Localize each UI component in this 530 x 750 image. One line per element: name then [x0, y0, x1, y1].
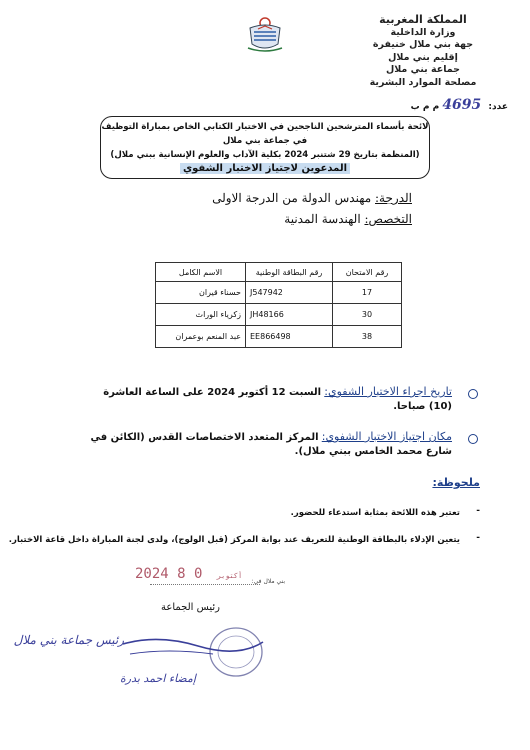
column-header: الاسم الكامل — [156, 263, 246, 282]
specialty-label: التخصص: — [364, 212, 412, 226]
dash-bullet-icon: - — [476, 506, 480, 516]
ref-label: عدد: — [488, 102, 508, 112]
exam-number-cell: 30 — [333, 304, 402, 326]
name-cell: زكرياء الوراث — [156, 304, 246, 326]
name-cell: حسناء قيران — [156, 282, 246, 304]
dotted-line — [150, 584, 260, 585]
title-line-3: المدعوين لاجتياز الاختبار الشفوي — [180, 163, 350, 174]
exam-date-value: السبت 12 أكتوبر 2024 على الساعة العاشرة (10) صباحا. — [103, 387, 452, 412]
table-row — [156, 304, 402, 326]
date-month: أكتوبر — [216, 572, 243, 580]
specialty-value: الهندسة المدنية — [284, 212, 361, 226]
ref-number: 4695 — [442, 97, 482, 113]
specialty-line — [284, 212, 412, 226]
column-header: رقم الامتحان — [333, 263, 402, 282]
exam-date-label: تاريخ اجراء الاختبار الشفوي: — [324, 385, 452, 398]
signed-name: إمضاء احمد بدرة — [120, 672, 196, 685]
header-line: المملكة المغربية — [379, 13, 467, 26]
document-title-box — [100, 116, 430, 179]
table-row — [156, 282, 402, 304]
cin-cell: EE866498 — [246, 326, 333, 348]
kingdom-emblem-icon — [244, 14, 286, 54]
header-line: إقليم بني ملال — [388, 51, 458, 63]
stamp-text: رئيس جماعة بني ملال — [13, 633, 124, 647]
reference-number — [411, 97, 508, 113]
grade-label: الدرجة: — [375, 191, 412, 205]
header-line: جماعة بني ملال — [385, 64, 461, 75]
bullet-circle-icon — [468, 389, 478, 399]
grade-line — [212, 191, 412, 205]
exam-date-line — [82, 385, 452, 414]
note-item: يتعين الإدلاء بالبطاقة الوطنية للتعريف عند بوابة المركز (قبل الولوج)، ولدى لجنة المباراة داخل قاعة الاختبار. — [8, 535, 460, 545]
ref-suffix: م م ب — [410, 102, 440, 112]
exam-place-value: المركز المتعدد الاختصاصات القدس (الكائن في شارع محمد الخامس ببني ملال). — [90, 432, 452, 457]
title-line-2: (المنظمة بتاريخ 29 شتنبر 2024 بكلية الآداب والعلوم الإنسانية ببني ملال) — [110, 150, 420, 160]
date-year: 2024 — [135, 566, 169, 582]
exam-number-cell: 17 — [333, 282, 402, 304]
date-day: 0 8 — [177, 566, 203, 582]
cin-cell: J547942 — [246, 282, 333, 304]
issuer-header — [338, 14, 508, 89]
date-stamp — [135, 566, 248, 582]
candidates-table — [155, 262, 402, 348]
exam-place-line — [82, 430, 452, 459]
exam-place-label: مكان اجتياز الاختبار الشفوي: — [321, 430, 452, 443]
name-cell: عبد المنعم بوعمران — [156, 326, 246, 348]
table-header-row — [156, 263, 402, 282]
table-row — [156, 326, 402, 348]
column-header: رقم البطاقة الوطنية — [246, 263, 333, 282]
header-line: وزارة الداخلية — [390, 26, 456, 38]
title-line-1: لائحة بأسماء المترشحين الناجحين في الاختبار الكتابي الخاص بمباراة التوظيف في جماعة بني ملال — [101, 122, 429, 146]
bullet-circle-icon — [468, 434, 478, 444]
note-item: تعتبر هذه اللائحة بمثابة استدعاء للحضور. — [290, 508, 460, 518]
place-date-label: بني ملال في: — [251, 578, 285, 585]
cin-cell: JH48166 — [246, 304, 333, 326]
exam-number-cell: 38 — [333, 326, 402, 348]
header-line: مصلحة الموارد البشرية — [369, 76, 477, 88]
president-title: رئيس الجماعة — [161, 602, 220, 613]
notes-title: ملحوظة: — [432, 476, 480, 489]
grade-value: مهندس الدولة من الدرجة الاولى — [212, 191, 372, 205]
dash-bullet-icon: - — [476, 533, 480, 543]
header-line: جهة بني ملال خنيفرة — [372, 39, 474, 50]
